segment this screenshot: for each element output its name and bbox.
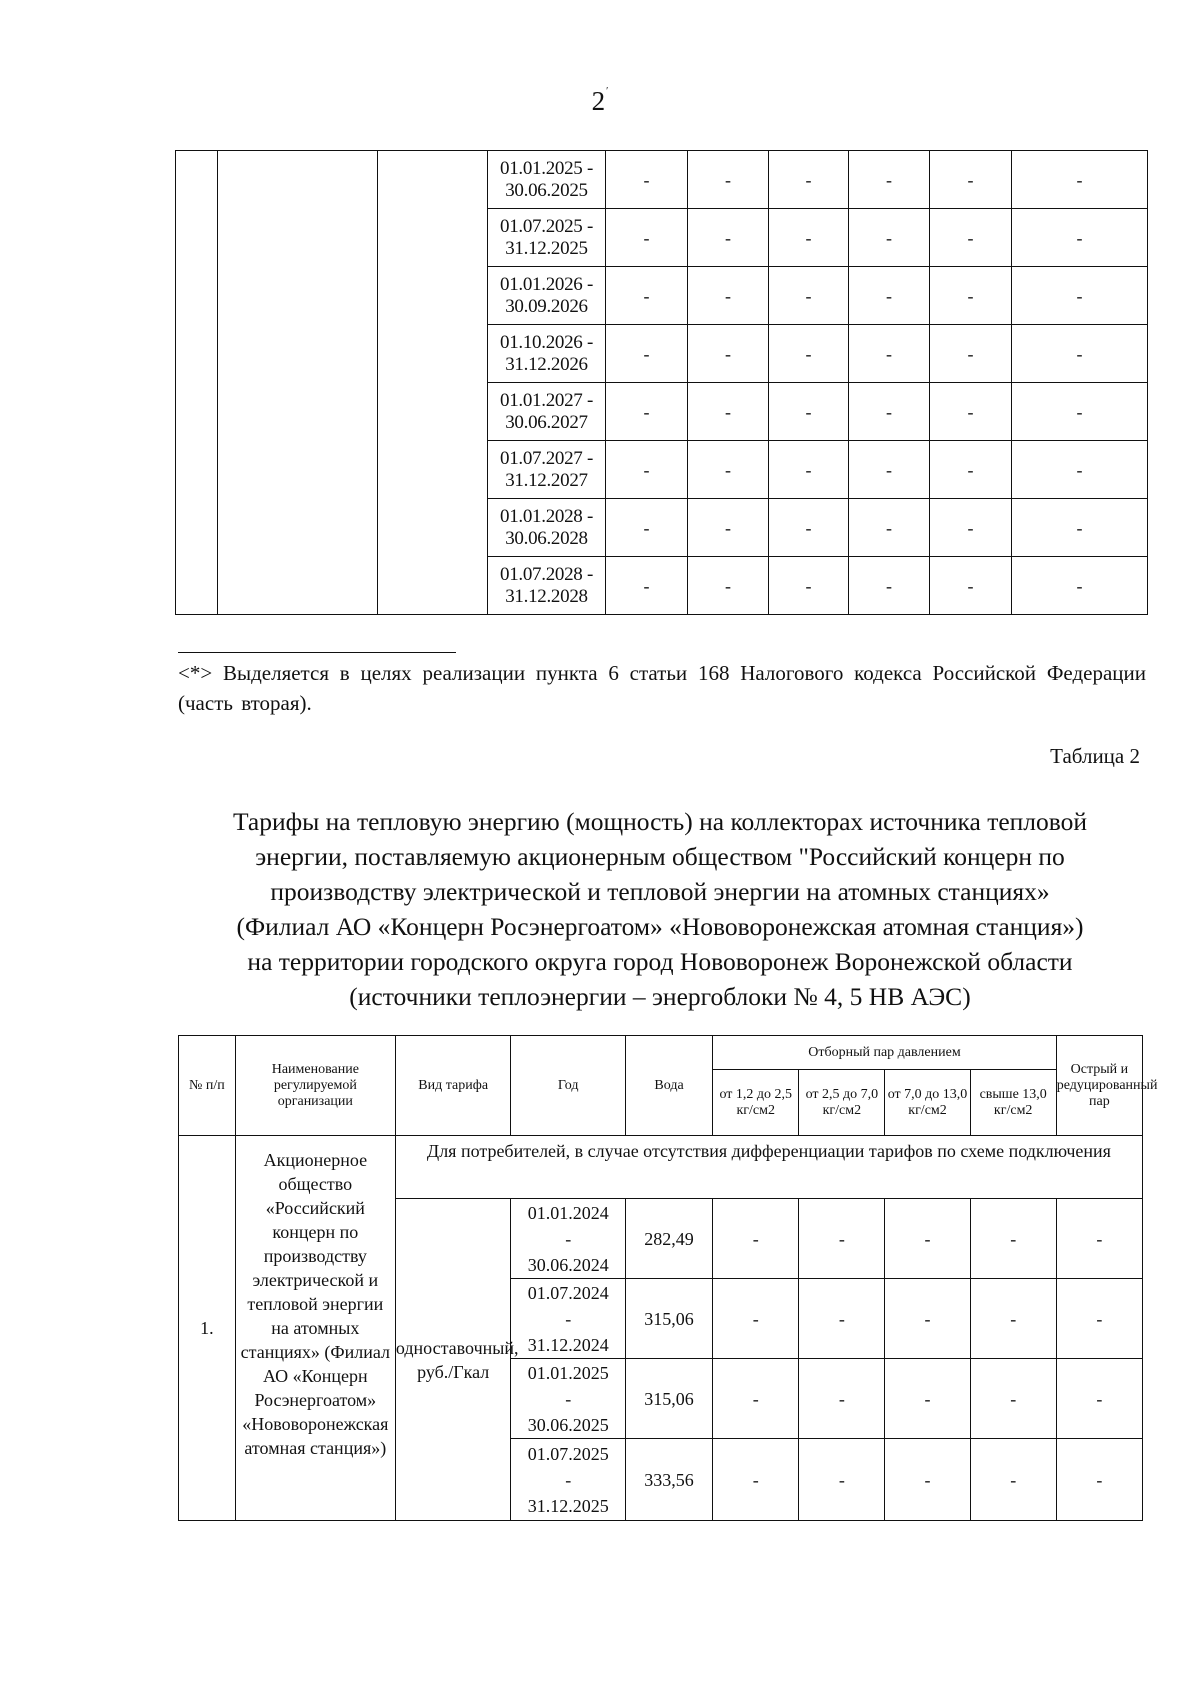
header-steam-group: Отборный пар давлением: [713, 1036, 1057, 1070]
empty-merged-cell: [218, 151, 378, 209]
value-cell: -: [606, 151, 688, 209]
value-cell: -: [606, 209, 688, 267]
value-cell: -: [769, 557, 849, 615]
empty-merged-cell: [218, 441, 378, 499]
header-sharp-steam: Острый и редуцированный пар: [1056, 1036, 1142, 1136]
header-year: Год: [511, 1036, 626, 1136]
empty-merged-cell: [218, 499, 378, 557]
value-cell: -: [970, 1439, 1056, 1521]
value-cell: -: [769, 325, 849, 383]
value-cell: -: [713, 1439, 799, 1521]
title-line: энергии, поставляемую акционерным обществом "Российский концерн по: [255, 842, 1065, 871]
value-cell: -: [930, 557, 1012, 615]
empty-merged-cell: [378, 151, 488, 209]
value-cell: -: [970, 1279, 1056, 1359]
value-cell: -: [849, 209, 930, 267]
value-cell: -: [930, 441, 1012, 499]
empty-merged-cell: [176, 383, 218, 441]
period-cell: 01.07.2024 - 31.12.2024: [511, 1279, 626, 1359]
value-cell: -: [970, 1199, 1056, 1279]
value-cell: -: [1056, 1439, 1142, 1521]
value-cell: -: [769, 499, 849, 557]
value-cell: -: [1012, 325, 1148, 383]
period-cell: 01.07.2028 - 31.12.2028: [488, 557, 606, 615]
value-cell: -: [849, 499, 930, 557]
value-cell: -: [1056, 1199, 1142, 1279]
value-cell: -: [688, 441, 769, 499]
table-2-title: [170, 804, 1150, 1014]
value-cell: -: [1012, 557, 1148, 615]
table-row: [176, 499, 1148, 557]
title-line: на территории городского округа город Нововоронеж Воронежской области: [247, 947, 1073, 976]
period-cell: 01.07.2025 - 31.12.2025: [511, 1439, 626, 1521]
period-cell: 01.01.2026 - 30.09.2026: [488, 267, 606, 325]
value-cell: -: [688, 383, 769, 441]
table-row: [176, 325, 1148, 383]
table-row: [176, 383, 1148, 441]
tariff-table-2: [178, 1035, 1158, 1521]
value-cell: -: [885, 1359, 970, 1439]
header-tariff-type: Вид тарифа: [395, 1036, 511, 1136]
value-cell: -: [1056, 1279, 1142, 1359]
empty-merged-cell: [378, 557, 488, 615]
period-cell: 01.01.2024 - 30.06.2024: [511, 1199, 626, 1279]
empty-merged-cell: [176, 441, 218, 499]
table-2-label: Таблица 2: [1050, 744, 1140, 768]
value-cell: -: [930, 499, 1012, 557]
value-cell: -: [849, 557, 930, 615]
value-cell: -: [713, 1359, 799, 1439]
value-cell: -: [606, 441, 688, 499]
table-row: [176, 209, 1148, 267]
empty-merged-cell: [378, 209, 488, 267]
value-cell: -: [930, 325, 1012, 383]
water-value: 315,06: [625, 1359, 712, 1439]
empty-merged-cell: [176, 267, 218, 325]
header-steam-3: от 7,0 до 13,0 кг/см2: [885, 1070, 970, 1136]
value-cell: -: [849, 267, 930, 325]
period-cell: 01.01.2028 - 30.06.2028: [488, 499, 606, 557]
period-cell: 01.01.2025 - 30.06.2025: [488, 151, 606, 209]
value-cell: -: [713, 1199, 799, 1279]
header-steam-2: от 2,5 до 7,0 кг/см2: [799, 1070, 885, 1136]
value-cell: -: [970, 1359, 1056, 1439]
water-value: 333,56: [625, 1439, 712, 1521]
period-cell: 01.01.2025 - 30.06.2025: [511, 1359, 626, 1439]
empty-merged-cell: [218, 267, 378, 325]
water-value: 282,49: [625, 1199, 712, 1279]
value-cell: -: [606, 499, 688, 557]
value-cell: -: [769, 151, 849, 209]
value-cell: -: [1012, 151, 1148, 209]
value-cell: -: [930, 383, 1012, 441]
empty-merged-cell: [378, 325, 488, 383]
table-row: [176, 557, 1148, 615]
empty-merged-cell: [176, 499, 218, 557]
entry-org: Акционерное общество «Российский концерн по производству электрической и тепловой энергии на атомных станциях» (Филиал АО «Концерн Росэнергоатом» «Нововоронежская атомная станция»): [235, 1136, 395, 1521]
value-cell: -: [688, 557, 769, 615]
value-cell: -: [1056, 1359, 1142, 1439]
value-cell: -: [930, 267, 1012, 325]
section-heading: Для потребителей, в случае отсутствия дифференциации тарифов по схеме подключения: [395, 1136, 1142, 1199]
water-value: 315,06: [625, 1279, 712, 1359]
value-cell: -: [769, 267, 849, 325]
value-cell: -: [849, 151, 930, 209]
footnote-text: <*> Выделяется в целях реализации пункта 6 статьи 168 Налогового кодекса Российской Федерации (часть вторая).: [178, 661, 1146, 715]
title-line: производству электрической и тепловой энергии на атомных станциях»: [270, 877, 1050, 906]
header-org: Наименование регулируемой организации: [235, 1036, 395, 1136]
value-cell: -: [688, 499, 769, 557]
period-cell: 01.07.2025 - 31.12.2025: [488, 209, 606, 267]
value-cell: -: [769, 209, 849, 267]
tariff-table-1-continuation: [175, 150, 1148, 615]
value-cell: -: [769, 383, 849, 441]
value-cell: -: [713, 1279, 799, 1359]
table-row: [176, 441, 1148, 499]
value-cell: -: [1012, 209, 1148, 267]
header-num: № п/п: [179, 1036, 236, 1136]
table-row: [176, 267, 1148, 325]
value-cell: -: [1012, 499, 1148, 557]
value-cell: -: [930, 151, 1012, 209]
empty-merged-cell: [378, 499, 488, 557]
header-steam-4: свыше 13,0 кг/см2: [970, 1070, 1056, 1136]
value-cell: -: [930, 209, 1012, 267]
period-cell: 01.10.2026 - 31.12.2026: [488, 325, 606, 383]
header-steam-1: от 1,2 до 2,5 кг/см2: [713, 1070, 799, 1136]
value-cell: -: [606, 557, 688, 615]
empty-merged-cell: [176, 325, 218, 383]
empty-merged-cell: [218, 325, 378, 383]
value-cell: -: [606, 267, 688, 325]
value-cell: -: [1012, 441, 1148, 499]
empty-merged-cell: [176, 557, 218, 615]
value-cell: -: [885, 1279, 970, 1359]
value-cell: -: [799, 1279, 885, 1359]
value-cell: -: [799, 1359, 885, 1439]
empty-merged-cell: [218, 209, 378, 267]
value-cell: -: [1012, 267, 1148, 325]
value-cell: -: [688, 209, 769, 267]
value-cell: -: [849, 325, 930, 383]
value-cell: -: [885, 1439, 970, 1521]
value-cell: -: [799, 1199, 885, 1279]
title-line: Тарифы на тепловую энергию (мощность) на коллекторах источника тепловой: [232, 807, 1088, 836]
value-cell: -: [688, 325, 769, 383]
value-cell: -: [885, 1199, 970, 1279]
title-line: (Филиал АО «Концерн Росэнергоатом» «Нововоронежская атомная станция»): [236, 912, 1084, 941]
title-line: (источники теплоэнергии – энергоблоки № 4, 5 НВ АЭС): [349, 982, 971, 1011]
value-cell: -: [688, 151, 769, 209]
value-cell: -: [849, 441, 930, 499]
empty-merged-cell: [218, 557, 378, 615]
value-cell: -: [769, 441, 849, 499]
footnote-rule: [178, 652, 456, 653]
value-cell: -: [688, 267, 769, 325]
value-cell: -: [849, 383, 930, 441]
value-cell: -: [1012, 383, 1148, 441]
empty-merged-cell: [218, 383, 378, 441]
entry-tariff-type: одноставочный, руб./Гкал: [395, 1199, 511, 1521]
table-row: [176, 151, 1148, 209]
period-cell: 01.01.2027 - 30.06.2027: [488, 383, 606, 441]
empty-merged-cell: [176, 209, 218, 267]
value-cell: -: [606, 383, 688, 441]
empty-merged-cell: [378, 267, 488, 325]
empty-merged-cell: [378, 441, 488, 499]
value-cell: -: [799, 1439, 885, 1521]
empty-merged-cell: [378, 383, 488, 441]
page-number: $2^ʹ$: [591, 86, 609, 116]
period-cell: 01.07.2027 - 31.12.2027: [488, 441, 606, 499]
empty-merged-cell: [176, 151, 218, 209]
entry-num: 1.: [179, 1136, 236, 1521]
header-water: Вода: [625, 1036, 712, 1136]
value-cell: -: [606, 325, 688, 383]
